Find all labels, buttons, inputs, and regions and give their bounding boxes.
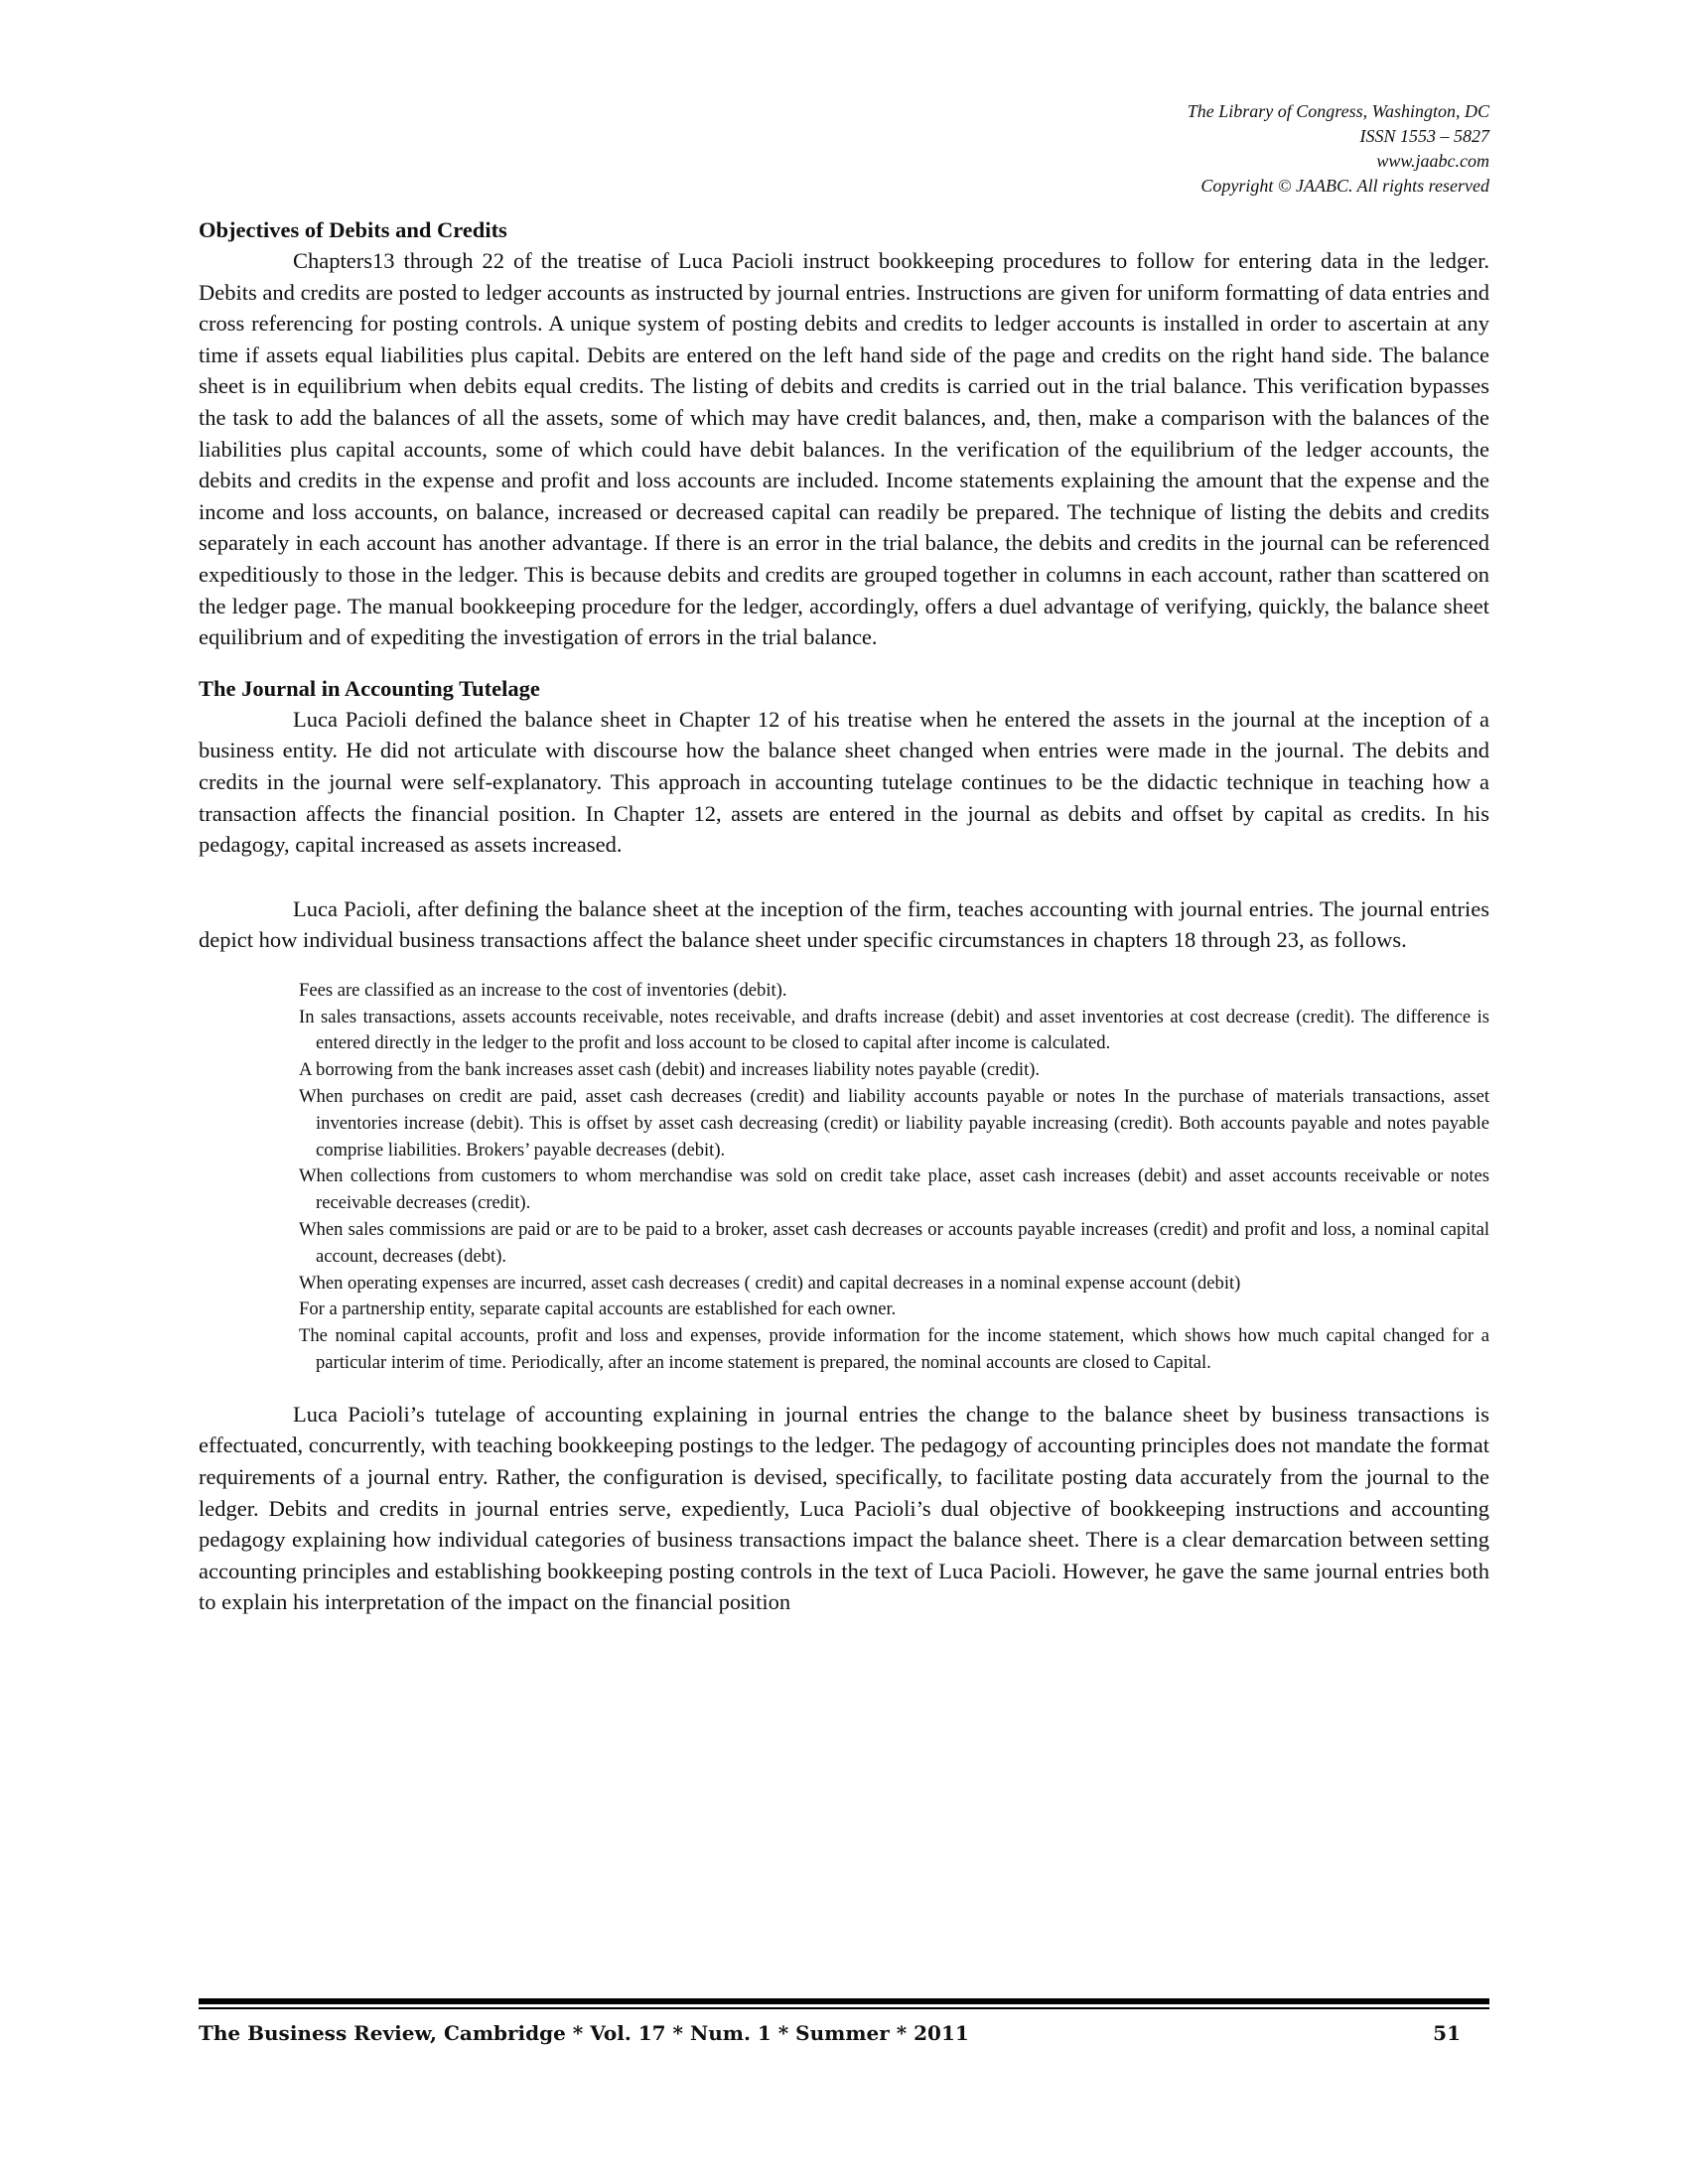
list-item: When sales commissions are paid or are to be paid to a broker, asset cash decreases or accounts payable increases (credit) and profit and loss, a nominal capital account, decreases (debt). <box>299 1219 1489 1267</box>
paragraph-journal-3: Luca Pacioli’s tutelage of accounting explaining in journal entries the change to the balance sheet by business transactions is effectuated, concurrently, with teaching bookkeeping postings to the ledger. The pedagogy of accounting principles does not mandate the format requirements of a journal entry. Rather, the configuration is devised, specifically, to facilitate posting data accurately from the journal to the ledger. Debits and credits in journal entries serve, expediently, Luca Pacioli’s dual objective of bookkeeping instructions and accounting pedagogy explaining how individual categories of business transactions impact the balance sheet. There is a clear demarcation between setting accounting principles and establishing bookkeeping posting controls in the text of Luca Pacioli. However, he gave the same journal entries both to explain his interpretation of the impact on the financial position <box>199 1401 1489 1615</box>
footer-journal-title: The Business Review, Cambridge * Vol. 17 * Num. 1 * Summer * 2011 <box>199 2021 969 2045</box>
paragraph-journal-2: Luca Pacioli, after defining the balance sheet at the inception of the firm, teaches accounting with journal entries. The journal entries depict how individual business transactions affect the balance sheet under specific circumstances in chapters 18 through 23, as follows. <box>199 895 1489 953</box>
list-item: The nominal capital accounts, profit and loss and expenses, provide information for the income statement, which shows how much capital changed for a particular interim of time. Periodically, after an income statement is prepared, the nominal accounts are closed to Capital. <box>299 1325 1489 1374</box>
section-heading-objectives: Objectives of Debits and Credits <box>199 217 507 242</box>
list-item: A borrowing from the bank increases asset cash (debit) and increases liability notes payable (credit). <box>299 1059 1041 1081</box>
list-item: When purchases on credit are paid, asset cash decreases (credit) and liability accounts payable or notes In the purchase of materials transactions, asset inventories increase (debit). This is offset by asset cash decreasing (credit) or liability payable increasing (credit). Both accounts payable and notes payable comprise liabilities. Brokers’ payable decreases (debit). <box>299 1086 1489 1160</box>
list-item: In sales transactions, assets accounts receivable, notes receivable, and drafts increase (debit) and asset inventories at cost decrease (credit). The difference is entered directly in the ledger to the profit and loss account to be closed to capital after income is calculated. <box>299 1006 1489 1054</box>
list-item: For a partnership entity, separate capital accounts are established for each owner. <box>299 1298 897 1320</box>
header-line-copyright: Copyright © JAABC. All rights reserved <box>1200 176 1489 196</box>
paragraph-objectives: Chapters13 through 22 of the treatise of Luca Pacioli instruct bookkeeping procedures to follow for entering data in the ledger. Debits and credits are posted to ledger accounts as instructed by journal entries. Instructions are given for uniform formatting of data entries and cross referencing for posting controls. A unique system of posting debits and credits to ledger accounts is installed in order to ascertain at any time if assets equal liabilities plus capital. Debits are entered on the left hand side of the page and credits on the right hand side. The balance sheet is in equilibrium when debits equal credits. The listing of debits and credits is carried out in the trial balance. This verification bypasses the task to add the balances of all the assets, some of which may have credit balances, and, then, make a comparison with the balances of the liabilities plus capital accounts, some of which could have debit balances. In the verification of the equilibrium of the ledger accounts, the debits and credits in the expense and profit and loss accounts are included. Income statements explaining the amount that the expense and the income and loss accounts, on balance, increased or decreased capital can readily be prepared. The technique of listing the debits and credits separately in each account has another advantage. If there is an error in the trial balance, the debits and credits in the journal can be referenced expeditiously to those in the ledger. This is because debits and credits are grouped together in columns in each account, rather than scattered on the ledger page. The manual bookkeeping procedure for the ledger, accordingly, offers a duel advantage of verifying, quickly, the balance sheet equilibrium and of expediting the investigation of errors in the trial balance. <box>199 248 1489 650</box>
section-heading-journal: The Journal in Accounting Tutelage <box>199 675 540 701</box>
footer-rule-thin <box>199 2007 1489 2009</box>
header-line-website: www.jaabc.com <box>1376 151 1489 171</box>
running-header <box>1188 99 1489 199</box>
list-item: When collections from customers to whom merchandise was sold on credit take place, asset cash increases (debit) and asset accounts receivable or notes receivable decreases (credit). <box>299 1165 1489 1214</box>
article-body <box>199 215 1489 1618</box>
footer-rule <box>199 1998 1489 2004</box>
paragraph-journal-1: Luca Pacioli defined the balance sheet in Chapter 12 of his treatise when he entered the assets in the journal at the inception of a business entity. He did not articulate with discourse how the balance sheet changed when entries were made in the journal. The debits and credits in the journal were self-explanatory. This approach in accounting tutelage continues to be the didactic technique in teaching how a transaction affects the financial position. In Chapter 12, assets are entered in the journal as debits and offset by capital as credits. In his pedagogy, capital increased as assets increased. <box>199 706 1489 858</box>
header-line-issn: ISSN 1553 – 5827 <box>1359 126 1489 146</box>
list-item: Fees are classified as an increase to the cost of inventories (debit). <box>299 979 787 1001</box>
journal-entry-list <box>199 978 1489 1377</box>
list-item: When operating expenses are incurred, asset cash decreases ( credit) and capital decreases in a nominal expense account (debit) <box>299 1272 1241 1294</box>
page-number: 51 <box>1433 2021 1461 2045</box>
header-line-library: The Library of Congress, Washington, DC <box>1187 101 1489 121</box>
